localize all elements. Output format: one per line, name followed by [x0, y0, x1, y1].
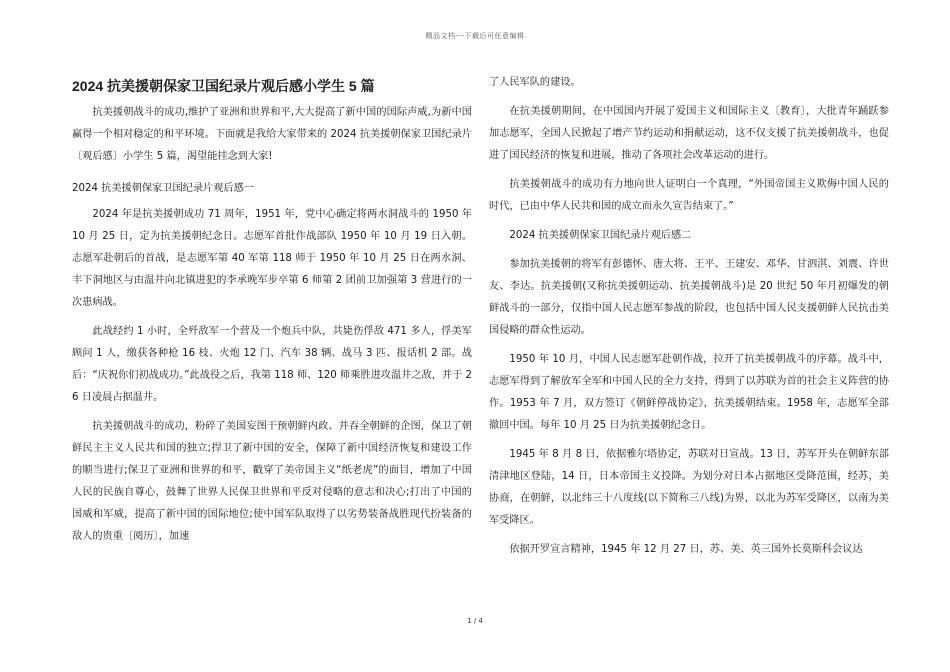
left-column	[72, 78, 472, 555]
paragraph: 参加抗美援朝的将军有彭德怀、唐大将、王平、王建安、邓华、甘泗淇、刘震、许世友、李达。抗美援朝(又称抗美援朝运动、抗美援朝战斗)是 20 世纪 50 年月初爆发的朝鲜战斗的一部分，仅指中国人民志愿军参战的阶段，也包括中国人民支援朝鲜人民抗击美国侵略的群众性运动。	[489, 259, 889, 336]
paragraph: 此战经约 1 小时，全歼敌军一个营及一个炮兵中队，共毙伤俘敌 471 多人，俘美军顾问 1 人，缴获各种枪 16 枝、火炮 12 门、汽车 38 辆、战马 3 匹、报话机 2 部。战后：“庆祝你们初战成功。”此战役之后，我第 118 师、120 师乘胜进攻温井之敌，并于 26 日凌晨占据温井。	[72, 326, 472, 403]
paragraph: 抗美援朝战斗的成功有力地向世人证明白一个真理，“外国帝国主义欺侮中国人民的时代，已由中华人民共和国的成立而永久宣告结束了。”	[489, 179, 889, 212]
paragraph: 了人民军队的建设。	[489, 77, 581, 88]
paragraph: 依据开罗宣言精神，1945 年 12 月 27 日，苏、美、英三国外长莫斯科会议达	[509, 544, 863, 555]
section-heading: 2024 抗美援朝保家卫国纪录片观后感一	[72, 183, 254, 194]
document-title: 2024 抗美援朝保家卫国纪录片观后感小学生 5 篇	[72, 78, 375, 94]
paragraph: 1945 年 8 月 8 日，依据雅尔塔协定，苏联对日宣战。13 日，苏军开头在朝鲜东部清津地区登陆，14 日，日本帝国主义投降。为划分对日本占据地区受降范围，经苏，美协商，在朝鲜，以北纬三十八度线(以下简称三八线)为界，以北为苏军受降区，以南为美军受降区。	[489, 449, 889, 526]
page-indicator: 1 / 4	[467, 617, 483, 625]
paragraph: 1950 年 10 月，中国人民志愿军赴朝作战，拉开了抗美援朝战斗的序幕。战斗中，志愿军得到了解放军全军和中国人民的全力支持，得到了以苏联为首的社会主义阵营的协作。1953 年 7 月，双方签订《朝鲜停战协定》，抗美援朝结束。1958 年，志愿军全部撤回中国。每年 10 月 25 日为抗美援朝纪念日。	[489, 354, 889, 431]
paragraph: 2024 年是抗美援朝成功 71 周年，1951 年，党中心确定将两水洞战斗的 1950 年 10 月 25 日，定为抗美援朝纪念日。志愿军首批作战部队 1950 年 10 月 19 日入朝。志愿军赴朝后的首战，是志愿军第 40 军第 118 师于 1950 年 10 月 25 日在两水洞、丰下洞地区与由温井向北镇进犯的李承晚军步卒第 6 师第 2 团前卫加强第 3 营进行的一次患病战。	[72, 209, 472, 308]
paragraph: 在抗美援朝期间，在中国国内开展了爱国主义和国际主义〔教育〕，大批青年踊跃参加志愿军，全国人民掀起了增产节约运动和捐献运动，这不仅支援了抗美援朝战斗，也促进了国民经济的恢复和进展，推动了各项社会改革运动的进行。	[489, 106, 889, 161]
paragraph: 抗美援朝战斗的成功,维护了亚洲和世界和平,大大提高了新中国的国际声威,为新中国赢得一个相对稳定的和平环境。下面就是我给大家带来的 2024 抗美援朝保家卫国纪录片〔观后感〕小学生 5 篇，渴望能挂念到大家!	[72, 107, 472, 162]
paragraph: 抗美援朝战斗的成功，粉碎了美国妄图干预朝鲜内政、并吞全朝鲜的企图，保卫了朝鲜民主主义人民共和国的独立;捍卫了新中国的安全，保障了新中国经济恢复和建设工作的顺当进行;保卫了亚洲和世界的和平，戳穿了美帝国主义“纸老虎”的面目，增加了中国人民的民族自尊心，鼓舞了世界人民保卫世界和平反对侵略的意志和决心;打出了中国的国威和军威，提高了新中国的国际地位;使中国军队取得了以劣势装备战胜现代扮装备的敌人的贵重〔阅历〕，加速	[72, 421, 472, 542]
page-header-note: 精品文档---下载后可任意编辑	[425, 32, 525, 40]
right-column	[489, 78, 889, 568]
section-heading: 2024 抗美援朝保家卫国纪录片观后感二	[509, 230, 692, 241]
